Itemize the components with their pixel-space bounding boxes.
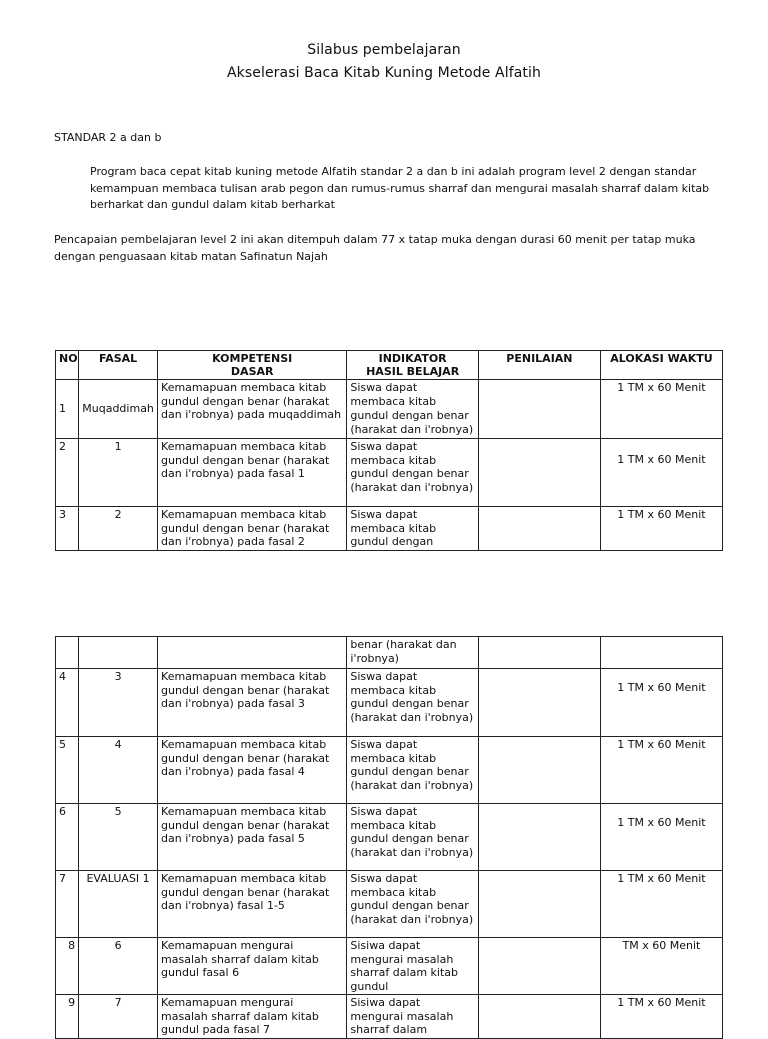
cell-indikator: Siswa dapat membaca kitab gundul dengan benar (harakat dan i'robnya) bbox=[347, 669, 479, 737]
table-header-row bbox=[56, 351, 723, 380]
standard-heading: STANDAR 2 a dan b bbox=[54, 131, 162, 144]
table-row bbox=[56, 938, 723, 995]
table-row bbox=[56, 380, 723, 439]
cell-alokasi: 1 TM x 60 Menit bbox=[600, 380, 722, 439]
cell-alokasi: 1 TM x 60 Menit bbox=[600, 669, 722, 737]
cell-no: 4 bbox=[56, 669, 79, 737]
cell-no: 9 bbox=[56, 995, 79, 1039]
cell-alokasi: 1 TM x 60 Menit bbox=[600, 804, 722, 871]
cell-fasal: 4 bbox=[79, 737, 158, 804]
cell-fasal: EVALUASI 1 bbox=[79, 871, 158, 938]
header-indikator-text: INDIKATOR HASIL BELAJAR bbox=[366, 352, 460, 378]
table-row bbox=[56, 637, 723, 669]
cell-no: 2 bbox=[56, 439, 79, 507]
cell-fasal bbox=[79, 637, 158, 669]
cell-indikator: Siswa dapat membaca kitab gundul dengan benar (harakat dan i'robnya) bbox=[347, 804, 479, 871]
cell-penilaian bbox=[478, 507, 600, 551]
cell-kompetensi: Kemamapuan membaca kitab gundul dengan benar (harakat dan i'robnya) pada fasal 3 bbox=[158, 669, 347, 737]
cell-indikator: Siswa dapat membaca kitab gundul dengan benar (harakat dan i'robnya) bbox=[347, 737, 479, 804]
table-row bbox=[56, 669, 723, 737]
cell-kompetensi bbox=[158, 637, 347, 669]
cell-fasal: 5 bbox=[79, 804, 158, 871]
document-subtitle: Akselerasi Baca Kitab Kuning Metode Alfatih bbox=[226, 65, 541, 81]
cell-kompetensi: Kemamapuan mengurai masalah sharraf dalam kitab gundul pada fasal 7 bbox=[158, 995, 347, 1039]
cell-kompetensi: Kemamapuan membaca kitab gundul dengan benar (harakat dan i'robnya) pada fasal 4 bbox=[158, 737, 347, 804]
cell-fasal: 2 bbox=[79, 507, 158, 551]
table-row bbox=[56, 439, 723, 507]
cell-kompetensi: Kemamapuan mengurai masalah sharraf dalam kitab gundul fasal 6 bbox=[158, 938, 347, 995]
cell-no: 7 bbox=[56, 871, 79, 938]
cell-alokasi: 1 TM x 60 Menit bbox=[600, 995, 722, 1039]
cell-penilaian bbox=[478, 804, 600, 871]
document-title: Silabus pembelajaran bbox=[307, 42, 461, 58]
cell-penilaian bbox=[478, 669, 600, 737]
cell-indikator: Sisiwa dapat mengurai masalah sharraf dalam kitab gundul bbox=[347, 938, 479, 995]
cell-indikator: Sisiwa dapat mengurai masalah sharraf dalam bbox=[347, 995, 479, 1039]
cell-no bbox=[56, 637, 79, 669]
cell-penilaian bbox=[478, 995, 600, 1039]
program-description: Program baca cepat kitab kuning metode Alfatih standar 2 a dan b ini adalah program level 2 dengan standar kemampuan membaca tulisan arab pegon dan rumus-rumus sharraf dan mengurai masalah sharraf dalam kitab berharkat dan gundul dalam kitab berharkat bbox=[90, 165, 710, 211]
cell-kompetensi: Kemamapuan membaca kitab gundul dengan benar (harakat dan i'robnya) pada fasal 2 bbox=[158, 507, 347, 551]
cell-no: 1 bbox=[56, 380, 79, 439]
cell-penilaian bbox=[478, 637, 600, 669]
table-row bbox=[56, 871, 723, 938]
syllabus-table-page2 bbox=[55, 636, 723, 1039]
syllabus-table-page1 bbox=[55, 350, 723, 551]
cell-penilaian bbox=[478, 439, 600, 507]
cell-penilaian bbox=[478, 380, 600, 439]
table-row bbox=[56, 995, 723, 1039]
cell-alokasi: 1 TM x 60 Menit bbox=[600, 439, 722, 507]
cell-kompetensi: Kemamapuan membaca kitab gundul dengan benar (harakat dan i'robnya) pada fasal 5 bbox=[158, 804, 347, 871]
cell-alokasi: 1 TM x 60 Menit bbox=[600, 871, 722, 938]
cell-indikator: benar (harakat dan i'robnya) bbox=[347, 637, 479, 669]
cell-penilaian bbox=[478, 938, 600, 995]
cell-fasal: 6 bbox=[79, 938, 158, 995]
cell-no: 8 bbox=[56, 938, 79, 995]
cell-alokasi: TM x 60 Menit bbox=[600, 938, 722, 995]
cell-penilaian bbox=[478, 871, 600, 938]
header-indikator bbox=[347, 351, 479, 380]
cell-indikator: Siswa dapat membaca kitab gundul dengan benar (harakat dan i'robnya) bbox=[347, 439, 479, 507]
cell-no: 3 bbox=[56, 507, 79, 551]
header-penilaian: PENILAIAN bbox=[478, 351, 600, 380]
cell-fasal: 3 bbox=[79, 669, 158, 737]
cell-fasal: Muqaddimah bbox=[79, 380, 158, 439]
cell-alokasi bbox=[600, 637, 722, 669]
cell-indikator: Siswa dapat membaca kitab gundul dengan benar (harakat dan i'robnya) bbox=[347, 380, 479, 439]
header-kompetensi-dasar-text: KOMPETENSI DASAR bbox=[212, 352, 293, 378]
header-alokasi-waktu: ALOKASI WAKTU bbox=[600, 351, 722, 380]
header-fasal: FASAL bbox=[79, 351, 158, 380]
cell-kompetensi: Kemamapuan membaca kitab gundul dengan benar (harakat dan i'robnya) fasal 1-5 bbox=[158, 871, 347, 938]
table-row bbox=[56, 507, 723, 551]
header-no: NO bbox=[56, 351, 79, 380]
cell-indikator: Siswa dapat membaca kitab gundul dengan bbox=[347, 507, 479, 551]
cell-fasal: 7 bbox=[79, 995, 158, 1039]
cell-fasal: 1 bbox=[79, 439, 158, 507]
cell-indikator: Siswa dapat membaca kitab gundul dengan benar (harakat dan i'robnya) bbox=[347, 871, 479, 938]
table-row bbox=[56, 737, 723, 804]
cell-alokasi: 1 TM x 60 Menit bbox=[600, 737, 722, 804]
cell-kompetensi: Kemamapuan membaca kitab gundul dengan benar (harakat dan i'robnya) pada fasal 1 bbox=[158, 439, 347, 507]
cell-kompetensi: Kemamapuan membaca kitab gundul dengan benar (harakat dan i'robnya) pada muqaddimah bbox=[158, 380, 347, 439]
cell-penilaian bbox=[478, 737, 600, 804]
cell-no: 5 bbox=[56, 737, 79, 804]
cell-alokasi: 1 TM x 60 Menit bbox=[600, 507, 722, 551]
table-row bbox=[56, 804, 723, 871]
header-kompetensi-dasar bbox=[158, 351, 347, 380]
cell-no: 6 bbox=[56, 804, 79, 871]
achievement-description: Pencapaian pembelajaran level 2 ini akan ditempuh dalam 77 x tatap muka dengan durasi 60 menit per tatap muka dengan penguasaan kitab matan Safinatun Najah bbox=[54, 233, 696, 263]
